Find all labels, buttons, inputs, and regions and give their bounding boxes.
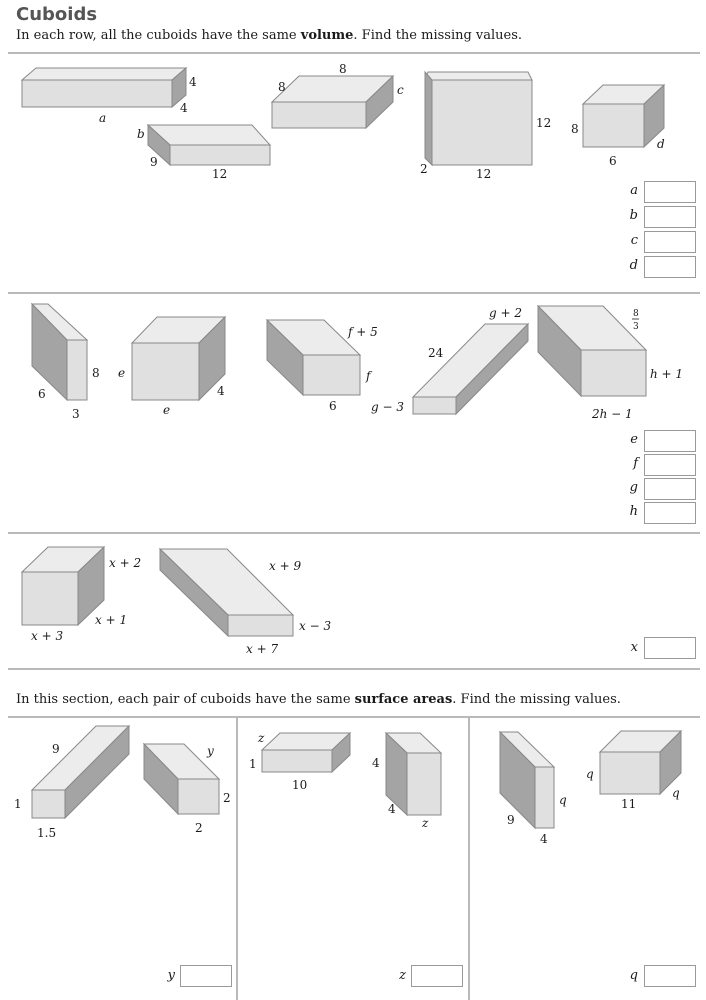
answer-label-f: f	[633, 456, 638, 471]
cuboid-r2-2	[132, 317, 225, 400]
answer-box-b[interactable]	[644, 206, 696, 228]
answer-label-x: x	[630, 640, 638, 655]
label: 3	[72, 407, 80, 421]
answer-label-b: b	[629, 208, 638, 223]
label: f	[366, 369, 371, 383]
label: y	[207, 744, 214, 758]
label: 1	[14, 797, 22, 811]
label: 2	[195, 821, 203, 835]
label: 4	[189, 75, 197, 89]
cuboid-r2-4	[413, 324, 528, 414]
label: 8	[278, 80, 286, 94]
instruction-text: . Find the missing values.	[452, 692, 621, 707]
label: 24	[428, 346, 444, 360]
label: 8	[633, 309, 639, 319]
label: c	[397, 83, 404, 97]
label: 6	[38, 387, 46, 401]
label: g + 2	[489, 306, 522, 320]
answer-box-y[interactable]	[180, 965, 232, 987]
answer-box-x[interactable]	[644, 637, 696, 659]
answer-box-h[interactable]	[644, 502, 696, 524]
label: 9	[150, 155, 158, 169]
label: x + 7	[246, 642, 279, 656]
instruction-text: In this section, each pair of cuboids have the same	[16, 692, 355, 707]
answer-label-e: e	[630, 432, 638, 447]
answer-label-q: q	[629, 968, 638, 983]
label: 2	[223, 791, 231, 805]
label: q	[672, 786, 680, 800]
label: 4	[372, 756, 380, 770]
label: d	[657, 137, 665, 151]
cuboid-r3-1	[22, 547, 104, 625]
label: z	[422, 816, 429, 830]
instruction-text: . Find the missing values.	[353, 28, 523, 43]
label: e	[118, 366, 126, 380]
cuboid-r1-3	[272, 76, 393, 128]
label: h + 1	[650, 367, 684, 381]
answer-label-h: h	[629, 504, 638, 519]
answer-box-a[interactable]	[644, 181, 696, 203]
label: 3	[633, 322, 639, 332]
label: q	[586, 767, 594, 781]
answer-label-c: c	[630, 233, 638, 248]
answer-box-z[interactable]	[411, 965, 463, 987]
cuboid-r1-1	[22, 68, 186, 107]
label: 4	[540, 832, 548, 846]
label: x + 1	[95, 613, 128, 627]
label: 6	[609, 154, 617, 168]
answer-label-y: y	[167, 968, 175, 983]
label: z	[258, 731, 265, 745]
label: b	[137, 127, 145, 141]
answer-box-q[interactable]	[644, 965, 696, 987]
label: e	[163, 403, 171, 417]
label: 12	[536, 116, 552, 130]
cuboid-p3-2	[600, 731, 681, 794]
label: 4	[388, 802, 396, 816]
cuboid-p2-1	[262, 733, 350, 772]
instruction-keyword: volume	[300, 28, 354, 43]
label: x + 3	[31, 629, 64, 643]
answer-box-g[interactable]	[644, 478, 696, 500]
label: 9	[52, 742, 60, 756]
label: g − 3	[371, 400, 404, 414]
label: 4	[217, 384, 225, 398]
label: f + 5	[348, 325, 378, 339]
label: 12	[212, 167, 228, 181]
answer-box-d[interactable]	[644, 256, 696, 278]
label: 11	[621, 797, 637, 811]
label: 10	[292, 778, 308, 792]
label: 6	[329, 399, 337, 413]
cuboid-r1-4	[425, 72, 532, 165]
label: x − 3	[299, 619, 332, 633]
instruction-text: In each row, all the cuboids have the same	[16, 28, 301, 43]
label: 12	[476, 167, 492, 181]
cuboid-r1-2	[148, 125, 270, 165]
answer-box-c[interactable]	[644, 231, 696, 253]
label: 8	[92, 366, 100, 380]
label: x + 2	[109, 556, 142, 570]
cuboid-p1-1	[32, 726, 129, 818]
label: 4	[180, 101, 188, 115]
answer-label-g: g	[629, 480, 638, 495]
label: q	[559, 793, 567, 807]
label: 1.5	[37, 826, 57, 840]
label: 8	[339, 62, 347, 76]
cuboid-r2-3	[267, 320, 360, 395]
label: 2h − 1	[592, 407, 633, 421]
label: x + 9	[269, 559, 302, 573]
label: a	[99, 111, 107, 125]
cuboid-r2-5	[538, 306, 646, 396]
page-title: Cuboids	[16, 4, 98, 25]
cuboid-r2-1	[32, 304, 87, 400]
answer-label-z: z	[399, 968, 406, 983]
label: 9	[507, 813, 515, 827]
label: 2	[420, 162, 428, 176]
instruction-keyword: surface areas	[354, 692, 453, 707]
cuboid-r1-5	[583, 85, 664, 147]
answer-label-a: a	[630, 183, 638, 198]
answer-box-f[interactable]	[644, 454, 696, 476]
answer-label-d: d	[629, 258, 638, 273]
label: 1	[249, 757, 257, 771]
label: 8	[571, 122, 579, 136]
answer-box-e[interactable]	[644, 430, 696, 452]
